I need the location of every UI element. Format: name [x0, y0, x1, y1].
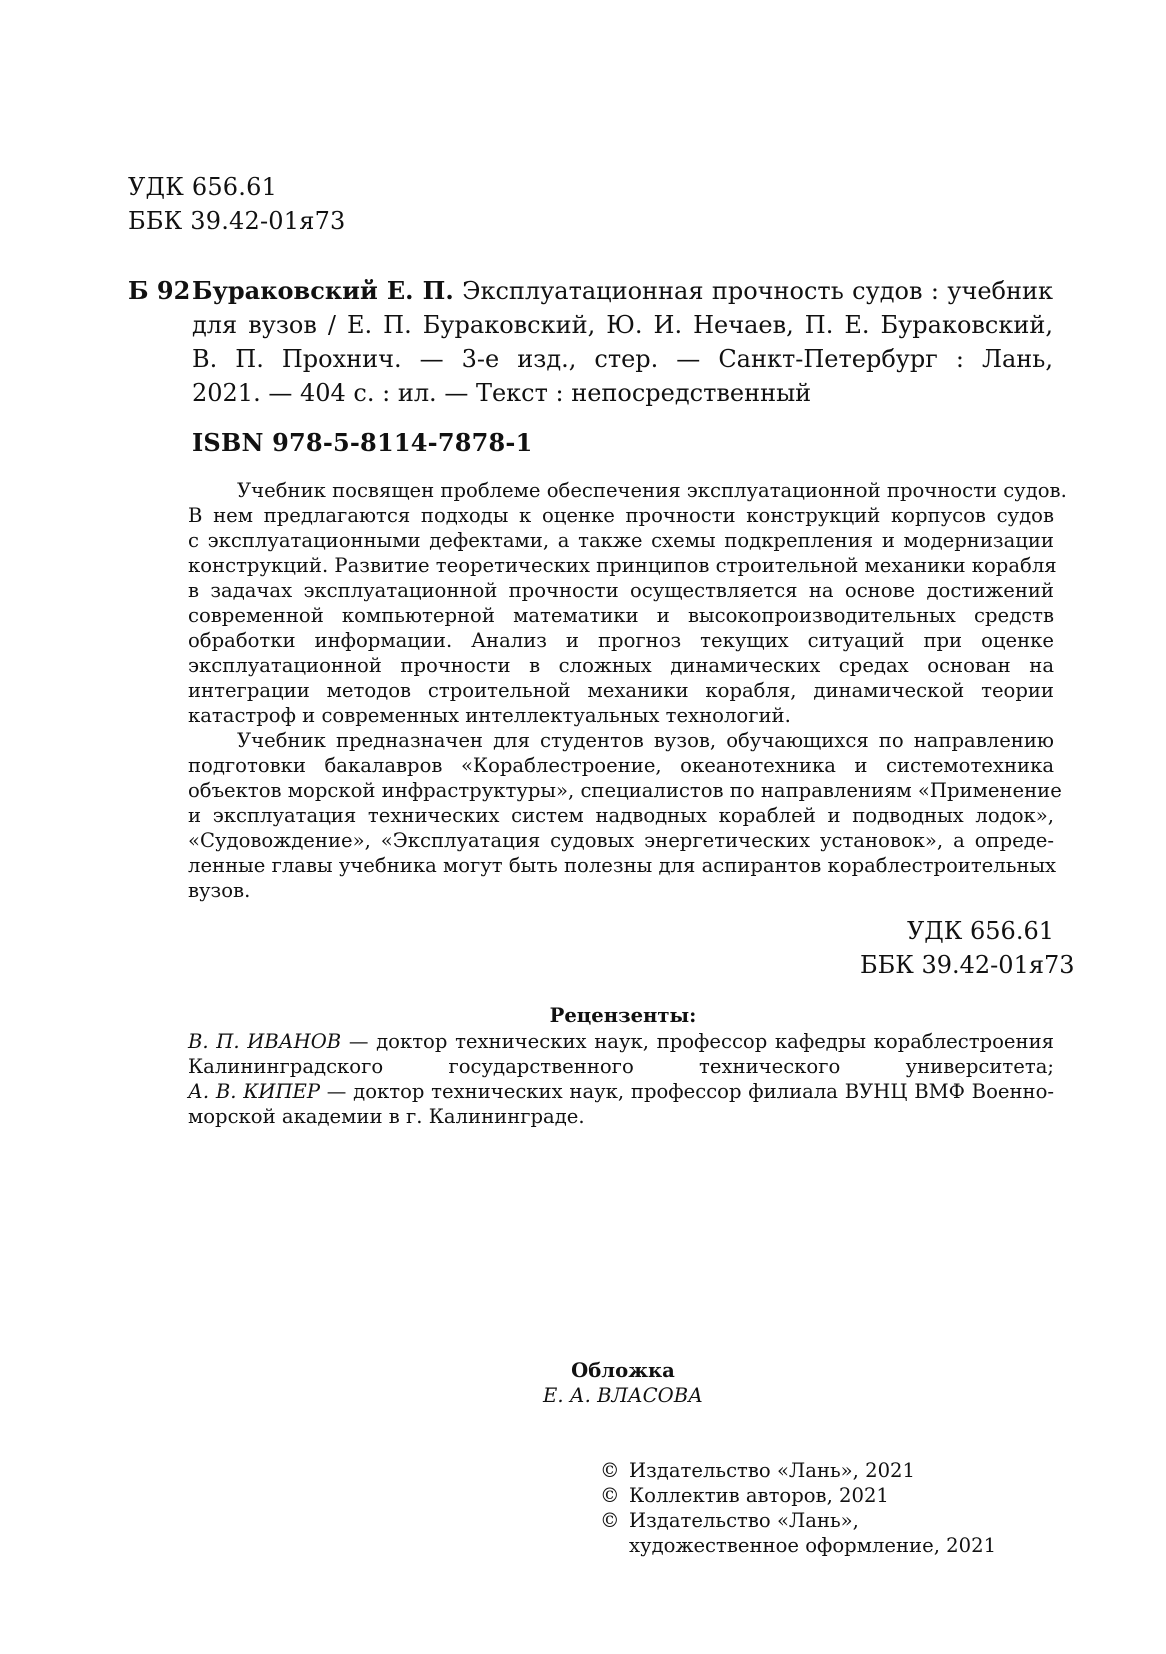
reviewers-heading [0, 1003, 1166, 1028]
abstract-line: вузов. [188, 879, 251, 902]
biblio-line-3: В. П. Прохнич. — 3-е изд., стер. — Санкт-Петербург : Лань, [192, 345, 1053, 373]
reviewer-1-line-2: Калининградского государственного технического университета; [188, 1055, 1054, 1078]
abstract-line: эксплуатационной прочности в сложных динамических средах основан на [188, 654, 1054, 677]
abstract-line: Учебник посвящен проблеме обеспечения эксплуатационной прочности судов. [237, 479, 1067, 502]
abstract-line: с эксплуатационными дефектами, а также схемы подкрепления и модернизации [188, 529, 1054, 552]
abstract-line: интеграции методов строительной механики корабля, динамической теории [188, 679, 1054, 702]
bbk-code: ББК 39.42-01я73 [128, 207, 346, 235]
abstract-line: и эксплуатация технических систем надводных кораблей и подводных лодок», [188, 804, 1054, 827]
abstract-line: ленные главы учебника могут быть полезны для аспирантов кораблестроительных [188, 854, 1057, 877]
isbn: ISBN 978-5-8114-7878-1 [192, 428, 533, 457]
biblio-title: Эксплуатационная прочность судов : учебник [453, 277, 1053, 305]
copyright-row [600, 1508, 996, 1533]
abstract-line: «Судовождение», «Эксплуатация судовых энергетических установок», а опреде- [188, 829, 1054, 852]
abstract-line: конструкций. Развитие теоретических принципов строительной механики корабля [188, 554, 1057, 577]
cover-credit [0, 1358, 1166, 1408]
reviewers-title: Рецензенты: [549, 1004, 697, 1027]
top-classification-codes [128, 170, 346, 238]
copyright-symbol: © [600, 1459, 620, 1482]
reviewer-2-line-1 [188, 1079, 1054, 1104]
abstract [188, 478, 1067, 903]
copyright-symbol: © [600, 1484, 620, 1507]
reviewer-1-desc: — доктор технических наук, профессор кафедры кораблестроения [341, 1030, 1054, 1053]
reviewer-1-name: В. П. ИВАНОВ [188, 1030, 342, 1053]
abstract-line: Учебник предназначен для студентов вузов, обучающихся по направлению [237, 729, 1054, 752]
bibliographic-entry [192, 274, 1053, 410]
copyright-symbol: © [600, 1509, 620, 1532]
cover-artist: Е. А. ВЛАСОВА [543, 1384, 703, 1407]
biblio-line-2: для вузов / Е. П. Бураковский, Ю. И. Нечаев, П. Е. Бураковский, [192, 311, 1053, 339]
abstract-line: подготовки бакалавров «Кораблестроение, океанотехника и системотехника [188, 754, 1054, 777]
abstract-line: обработки информации. Анализ и прогноз текущих ситуаций при оценке [188, 629, 1054, 652]
cover-label: Обложка [571, 1359, 675, 1382]
reviewer-1-line-1 [188, 1029, 1054, 1054]
reviewer-2-name: А. В. КИПЕР [188, 1080, 321, 1103]
copyright-row [600, 1533, 996, 1558]
copyright-row [600, 1483, 996, 1508]
abstract-line: современной компьютерной математики и высокопроизводительных средств [188, 604, 1054, 627]
udk-code-right: УДК 656.61 [906, 917, 1054, 945]
abstract-line: в задачах эксплуатационной прочности осуществляется на основе достижений [188, 579, 1054, 602]
reviewers-list [188, 1029, 1054, 1129]
udk-code: УДК 656.61 [128, 173, 278, 201]
biblio-line-1 [192, 274, 1053, 308]
abstract-line: объектов морской инфраструктуры», специалистов по направлениям «Применение [188, 779, 1062, 802]
copyright-text: Издательство «Лань», [629, 1509, 859, 1532]
copyright-text: художественное оформление, 2021 [629, 1534, 997, 1557]
author-lead: Бураковский Е. П. [192, 276, 454, 305]
abstract-line: В нем предлагаются подходы к оценке прочности конструкций корпусов судов [188, 504, 1054, 527]
copyright-block [600, 1458, 996, 1558]
abstract-line: катастроф и современных интеллектуальных технологий. [188, 704, 791, 727]
copyright-row [600, 1458, 996, 1483]
catalog-mark: Б 92 [128, 276, 191, 305]
copyright-text: Издательство «Лань», 2021 [629, 1459, 915, 1482]
right-classification-codes [860, 914, 1075, 982]
reviewer-2-desc: — доктор технических наук, профессор филиала ВУНЦ ВМФ Военно- [320, 1080, 1054, 1103]
biblio-line-4: 2021. — 404 с. : ил. — Текст : непосредственный [192, 379, 812, 407]
copyright-text: Коллектив авторов, 2021 [629, 1484, 889, 1507]
reviewer-2-line-2: морской академии в г. Калининграде. [188, 1105, 585, 1128]
bbk-code-right: ББК 39.42-01я73 [860, 951, 1075, 979]
